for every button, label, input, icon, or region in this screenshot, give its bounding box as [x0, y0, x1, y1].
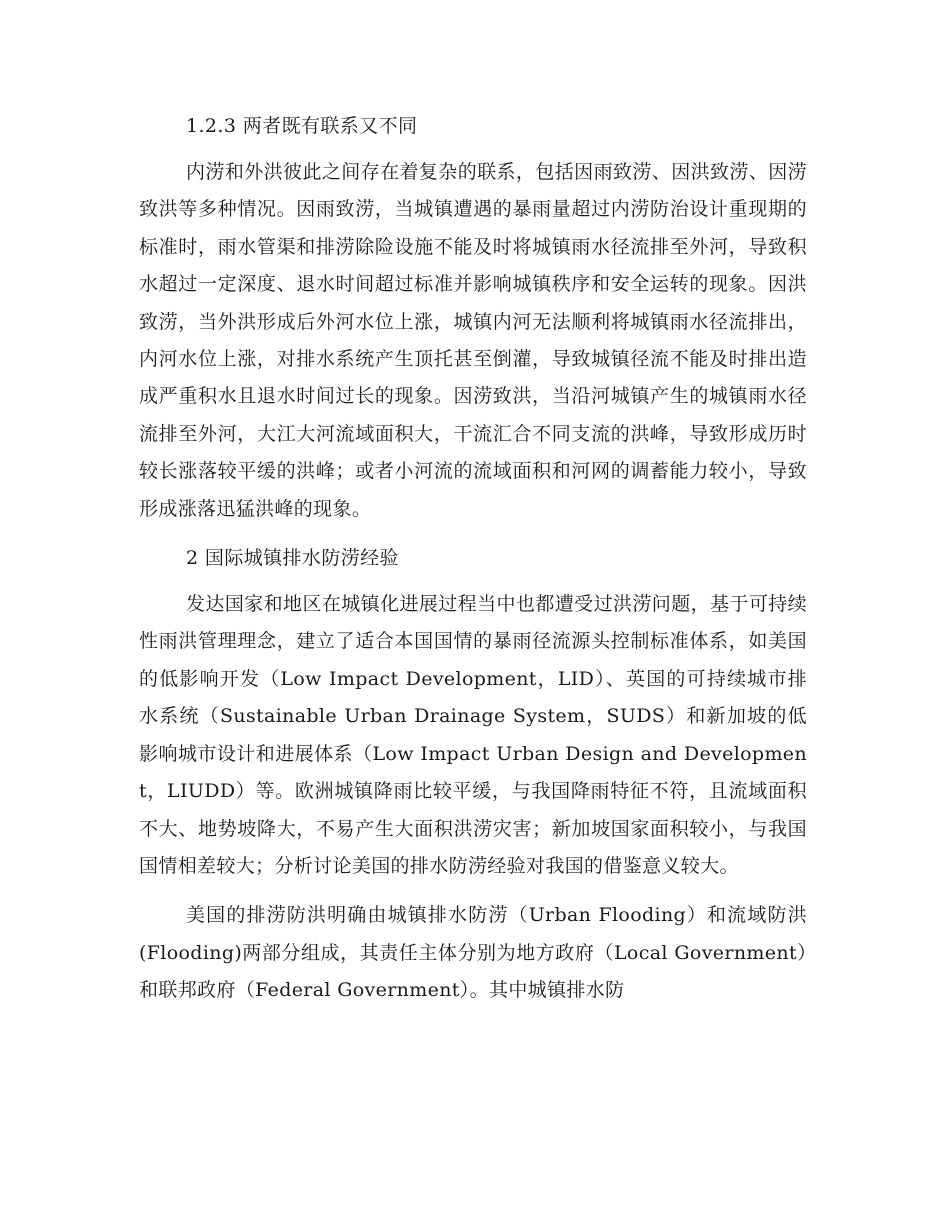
paragraph-us-drainage: 美国的排涝防洪明确由城镇排水防涝（Urban Flooding）和流域防洪(Flooding)两部分组成，其责任主体分别为地方政府（Local Government）和联邦政府（Federal Government）。其中城镇排水防 [139, 904, 807, 1002]
paragraph-flood-relationship: 内涝和外洪彼此之间存在着复杂的联系，包括因雨致涝、因洪致涝、因涝致洪等多种情况。因雨致涝，当城镇遭遇的暴雨量超过内涝防治设计重现期的标准时，雨水管渠和排涝除险设施不能及时将城镇雨水径流排至外河，导致积水超过一定深度、退水时间超过标准并影响城镇秩序和安全运转的现象。因洪致涝，当外洪形成后外河水位上涨，城镇内河无法顺利将城镇雨水径流排出，内河水位上涨，对排水系统产生顶托甚至倒灌，导致城镇径流不能及时排出造成严重积水且退水时间过长的现象。因涝致洪，当沿河城镇产生的城镇雨水径流排至外河，大江大河流域面积大，干流汇合不同支流的洪峰，导致形成历时较长涨落较平缓的洪峰；或者小河流的流域面积和河网的调蓄能力较小，导致形成涨落迅猛洪峰的现象。 [139, 161, 807, 520]
section-2-heading: 2 国际城镇排水防涝经验 [186, 547, 399, 570]
paragraph-international-experience: 发达国家和地区在城镇化进展过程当中也都遭受过洪涝问题，基于可持续性雨洪管理理念，建立了适合本国国情的暴雨径流源头控制标准体系，如美国的低影响开发（Low Impact Development，LID）、英国的可持续城市排水系统（Sustainable Urban Drainage System，SUDS）和新加坡的低影响城市设计和进展体系（Low Impact Urban Design and Development，LIUDD）等。欧洲城镇降雨比较平缓，与我国降雨特征不符，且流域面积不大、地势坡降大，不易产生大面积洪涝灾害；新加坡国家面积较小，与我国国情相差较大；分析讨论美国的排水防涝经验对我国的借鉴意义较大。 [139, 593, 807, 877]
document-body [139, 108, 807, 1022]
section-1-2-3-heading: 1.2.3 两者既有联系又不同 [186, 115, 418, 137]
